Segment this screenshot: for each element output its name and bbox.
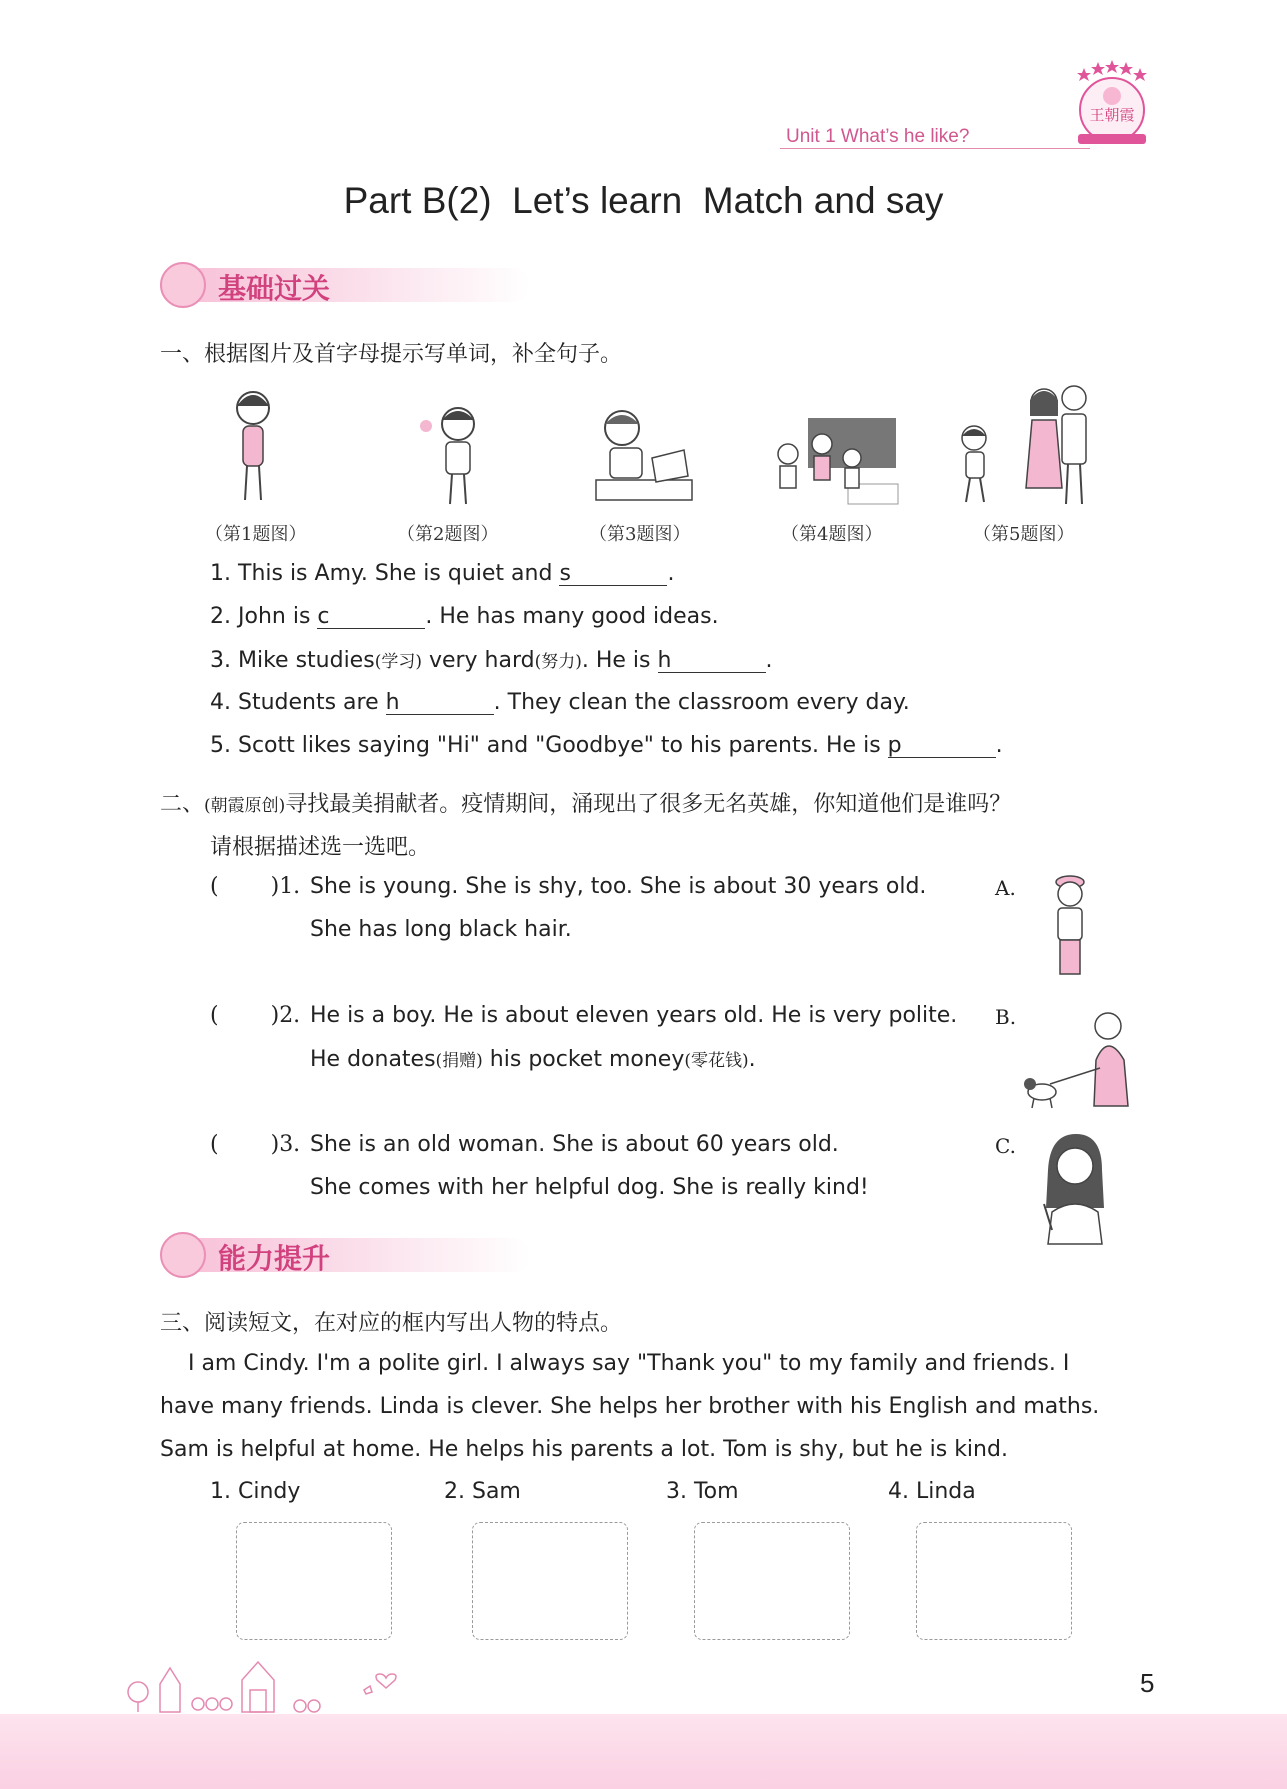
badge-label: 基础过关 xyxy=(218,272,331,305)
answer-blank-4[interactable]: h xyxy=(386,690,494,715)
name-label-cindy: 1. Cindy xyxy=(210,1479,301,1504)
footer-town-decoration-icon xyxy=(124,1650,394,1714)
option-b-label: B. xyxy=(995,1005,1017,1029)
answer-paren-2[interactable]: ( )2. xyxy=(210,1003,301,1028)
footer-band xyxy=(0,1714,1287,1789)
unit-label: Unit 1 What’s he like? xyxy=(786,126,970,147)
boy-polite-parents-icon xyxy=(954,380,1094,510)
header-divider xyxy=(780,148,1090,149)
answer-box-tom[interactable] xyxy=(694,1522,850,1640)
girl-face-icon xyxy=(160,262,206,308)
q3-heading: 三、阅读短文，在对应的框内写出人物的特点。 xyxy=(160,1311,623,1336)
answer-box-sam[interactable] xyxy=(472,1522,628,1640)
answer-box-linda[interactable] xyxy=(916,1522,1072,1640)
page-number: 5 xyxy=(1140,1668,1155,1698)
badge-label: 能力提升 xyxy=(218,1242,331,1275)
q2-item-1-line1: She is young. She is shy, too. She is about 30 years old. xyxy=(310,874,927,899)
option-b-old-woman-dog-icon xyxy=(1020,1008,1138,1112)
q2-heading: 二、(朝霞原创)寻找最美捐献者。疫情期间，涌现出了很多无名英雄，你知道他们是谁吗？ xyxy=(160,792,1012,817)
answer-paren-1[interactable]: ( )1. xyxy=(210,874,301,899)
answer-blank-5[interactable]: p xyxy=(888,733,996,758)
caption-1: （第1题图） xyxy=(205,524,307,545)
q3-paragraph xyxy=(160,1342,1160,1471)
q1-item-5: 5. Scott likes saying "Hi" and "Goodbye" to his parents. He is p . xyxy=(210,733,1003,758)
q1-heading: 一、根据图片及首字母提示写单词，补全句子。 xyxy=(160,342,623,367)
q1-item-1: 1. This is Amy. She is quiet and s . xyxy=(210,561,675,586)
publisher-logo xyxy=(1072,58,1152,150)
q2-heading-line2: 请根据描述选一选吧。 xyxy=(210,835,431,860)
q2-item-3-line2: She comes with her helpful dog. She is really kind! xyxy=(310,1175,869,1200)
name-label-sam: 2. Sam xyxy=(444,1479,521,1504)
boy-studying-icon xyxy=(592,404,696,508)
boy-clever-icon xyxy=(418,400,488,510)
q1-item-2: 2. John is c . He has many good ideas. xyxy=(210,604,719,629)
answer-paren-3[interactable]: ( )3. xyxy=(210,1132,301,1157)
q1-item-3: 3. Mike studies(学习) very hard(努力). He is h . xyxy=(210,648,773,673)
logo-text: 王朝霞 xyxy=(1089,106,1135,124)
caption-3: （第3题图） xyxy=(589,524,691,545)
answer-blank-3[interactable]: h xyxy=(658,648,766,673)
paragraph-line-2: have many friends. Linda is clever. She helps her brother with his English and maths. xyxy=(160,1394,1100,1419)
caption-2: （第2题图） xyxy=(397,524,499,545)
q1-item-4: 4. Students are h . They clean the classroom every day. xyxy=(210,690,910,715)
students-cleaning-icon xyxy=(760,414,910,508)
q2-item-2-line1: He is a boy. He is about eleven years old. He is very polite. xyxy=(310,1003,958,1028)
option-c-label: C. xyxy=(995,1134,1016,1158)
page-title: Part B(2) Let’s learn Match and say xyxy=(343,180,944,221)
paragraph-line-1: I am Cindy. I'm a polite girl. I always say "Thank you" to my family and friends. I xyxy=(160,1351,1070,1376)
option-a-boy-icon xyxy=(1044,872,1094,982)
paragraph-line-3: Sam is helpful at home. He helps his parents a lot. Tom is shy, but he is kind. xyxy=(160,1437,1008,1462)
option-c-young-woman-icon xyxy=(1038,1130,1110,1246)
answer-blank-1[interactable]: s xyxy=(559,561,667,586)
name-label-tom: 3. Tom xyxy=(666,1479,739,1504)
answer-blank-2[interactable]: c xyxy=(317,604,425,629)
girl-face-icon xyxy=(160,1232,206,1278)
name-label-linda: 4. Linda xyxy=(888,1479,976,1504)
caption-5: （第5题图） xyxy=(973,524,1075,545)
caption-4: （第4题图） xyxy=(781,524,883,545)
footer-heart-icon xyxy=(374,1672,398,1690)
answer-box-cindy[interactable] xyxy=(236,1522,392,1640)
girl-quiet-icon xyxy=(225,388,285,510)
q2-item-2-line2: He donates(捐赠) his pocket money(零花钱). xyxy=(310,1047,756,1072)
option-a-label: A. xyxy=(995,876,1016,900)
q2-item-3-line1: She is an old woman. She is about 60 years old. xyxy=(310,1132,839,1157)
q2-item-1-line2: She has long black hair. xyxy=(310,917,572,942)
